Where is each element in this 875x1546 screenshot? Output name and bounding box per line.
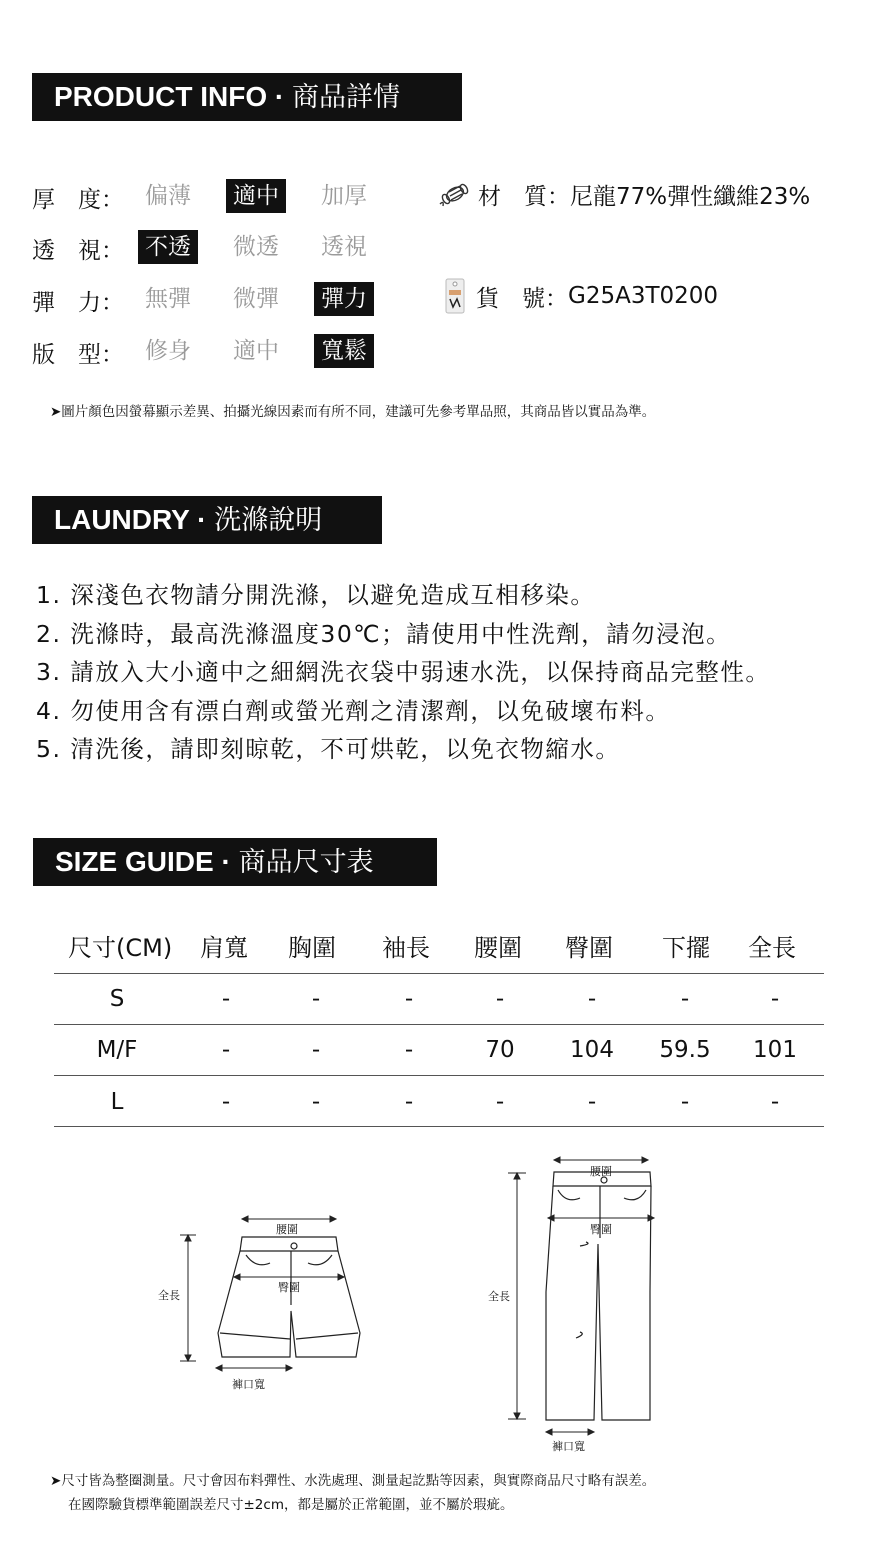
- thread-spool-icon: [438, 180, 472, 208]
- title-en: SIZE GUIDE: [55, 846, 214, 877]
- value-cell: -: [221, 986, 231, 1012]
- value-cell: 104: [570, 1037, 614, 1063]
- attr-label: 透 視：: [32, 237, 124, 264]
- label-length: 全長: [158, 1289, 180, 1302]
- title-sep: ·: [197, 504, 207, 535]
- laundry-item-2: 2. 洗滌時，最高洗滌溫度30℃；請使用中性洗劑，請勿浸泡。: [36, 620, 732, 648]
- pants-measurement-diagram: [480, 1152, 700, 1452]
- value-cell: 101: [753, 1037, 797, 1063]
- product-info-title: [32, 73, 462, 121]
- header-waist: 腰圍: [474, 934, 522, 962]
- option-medium-selected: 適中: [226, 179, 286, 213]
- table-divider: [54, 1126, 824, 1127]
- item-label: 貨 號：: [476, 285, 568, 312]
- color-disclaimer: ➤圖片顏色因螢幕顯示差異、拍攝光線因素而有所不同，建議可先參考單品照，其商品皆以實品為準。: [50, 404, 656, 420]
- header-sleeve: 袖長: [382, 934, 430, 962]
- value-cell: -: [404, 986, 414, 1012]
- item-number-row: [442, 276, 718, 316]
- material-value: 尼龍77%彈性纖維23%: [570, 183, 811, 210]
- value-cell: -: [770, 986, 780, 1012]
- value-cell: -: [587, 986, 597, 1012]
- value-cell: 59.5: [659, 1037, 711, 1063]
- option-stretch-selected: 彈力: [314, 282, 374, 316]
- header-size: 尺寸(CM): [68, 934, 173, 962]
- value-cell: -: [221, 1037, 231, 1063]
- label-hem: 褲口寬: [232, 1378, 265, 1391]
- label-length: 全長: [488, 1290, 510, 1303]
- label-waist: 腰圍: [590, 1165, 612, 1178]
- header-hip: 臀圍: [565, 934, 613, 962]
- size-disclaimer-line2: 在國際驗貨標準範圍誤差尺寸±2cm，都是屬於正常範圍，並不屬於瑕疵。: [68, 1497, 514, 1513]
- value-cell: 70: [485, 1037, 515, 1063]
- attr-label: 版 型：: [32, 341, 124, 368]
- value-cell: -: [680, 986, 690, 1012]
- option-regular: 適中: [233, 338, 279, 364]
- value-cell: -: [587, 1089, 597, 1115]
- label-waist: 腰圍: [276, 1223, 298, 1236]
- option-slim: 修身: [145, 338, 191, 364]
- value-cell: -: [404, 1089, 414, 1115]
- tag-icon: [442, 277, 468, 315]
- material-row: [438, 176, 810, 212]
- value-cell: -: [770, 1089, 780, 1115]
- size-cell: M/F: [96, 1037, 138, 1063]
- value-cell: -: [311, 1089, 321, 1115]
- title-sep: ·: [221, 846, 231, 877]
- laundry-item-1: 1. 深淺色衣物請分開洗滌，以避免造成互相移染。: [36, 581, 596, 609]
- option-no-stretch: 無彈: [145, 286, 191, 312]
- material-label: 材 質：: [478, 183, 570, 210]
- header-hem: 下擺: [662, 934, 710, 962]
- thickness-options: [0, 179, 400, 215]
- label-hip: 臀圍: [590, 1223, 612, 1236]
- option-slight: 微透: [233, 234, 279, 260]
- pants-outline: [480, 1152, 700, 1452]
- label-hem: 褲口寬: [552, 1440, 585, 1453]
- value-cell: -: [495, 1089, 505, 1115]
- transparency-options: [0, 230, 400, 266]
- header-length: 全長: [748, 934, 796, 962]
- size-cell: S: [109, 986, 125, 1012]
- value-cell: -: [311, 1037, 321, 1063]
- laundry-title: [32, 496, 382, 544]
- option-opaque-selected: 不透: [138, 230, 198, 264]
- table-divider: [54, 1024, 824, 1025]
- shorts-measurement-diagram: [150, 1205, 380, 1400]
- laundry-item-4: 4. 勿使用含有漂白劑或螢光劑之清潔劑，以免破壞布料。: [36, 697, 671, 725]
- option-loose-selected: 寬鬆: [314, 334, 374, 368]
- size-cell: L: [110, 1089, 124, 1115]
- attr-label: 彈 力：: [32, 289, 124, 316]
- option-thick: 加厚: [321, 183, 367, 209]
- header-shoulder: 肩寬: [200, 934, 248, 962]
- title-sep: ·: [274, 81, 285, 112]
- value-cell: -: [311, 986, 321, 1012]
- item-value: G25A3T0200: [568, 283, 719, 309]
- shorts-outline: [150, 1205, 380, 1400]
- title-zh: 商品詳情: [292, 82, 400, 113]
- value-cell: -: [495, 986, 505, 1012]
- size-guide-title: [33, 838, 437, 886]
- option-sheer: 透視: [321, 234, 367, 260]
- table-divider: [54, 973, 824, 974]
- attr-label: 厚 度：: [32, 186, 124, 213]
- laundry-item-3: 3. 請放入大小適中之細網洗衣袋中弱速水洗，以保持商品完整性。: [36, 658, 771, 686]
- label-hip: 臀圍: [278, 1281, 300, 1294]
- fit-options: [0, 334, 400, 370]
- value-cell: -: [404, 1037, 414, 1063]
- value-cell: -: [221, 1089, 231, 1115]
- size-disclaimer-line1: ➤尺寸皆為整圈測量。尺寸會因布料彈性、水洗處理、測量起訖點等因素，與實際商品尺寸略有誤差。: [50, 1473, 656, 1489]
- title-zh: 洗滌說明: [214, 505, 323, 536]
- title-en: PRODUCT INFO: [54, 81, 268, 112]
- option-thin: 偏薄: [145, 183, 191, 209]
- table-divider: [54, 1075, 824, 1076]
- header-chest: 胸圍: [288, 934, 336, 962]
- laundry-item-5: 5. 清洗後，請即刻晾乾，不可烘乾，以免衣物縮水。: [36, 735, 621, 763]
- title-zh: 商品尺寸表: [238, 847, 374, 878]
- option-slight-stretch: 微彈: [233, 286, 279, 312]
- elasticity-options: [0, 282, 400, 318]
- title-en: LAUNDRY: [54, 504, 190, 535]
- value-cell: -: [680, 1089, 690, 1115]
